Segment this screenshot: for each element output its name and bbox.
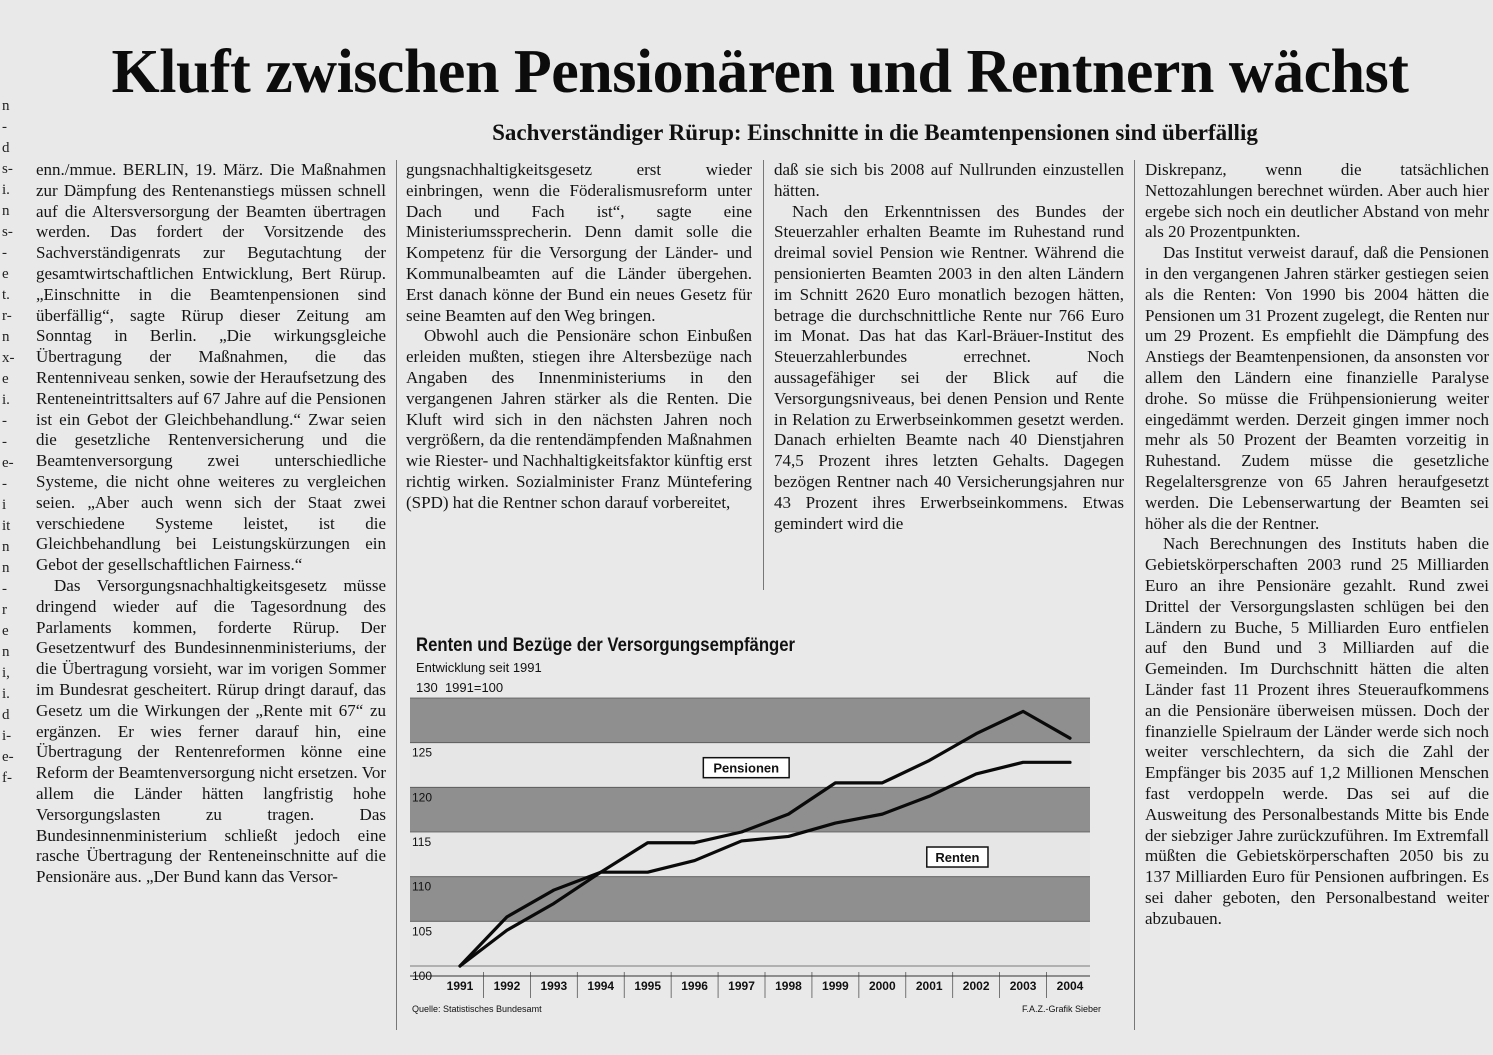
y-tick-label: 120 xyxy=(412,790,433,805)
margin-fragment: e- xyxy=(2,749,14,765)
x-tick-label: 1993 xyxy=(540,979,568,993)
margin-fragment: i. xyxy=(2,686,10,702)
margin-fragment: - xyxy=(2,434,7,450)
headline: Kluft zwischen Pensionären und Rentnern wächst xyxy=(111,38,1409,106)
margin-fragment: - xyxy=(2,581,7,597)
margin-fragment: - xyxy=(2,119,7,135)
paragraph: daß sie sich bis 2008 auf Nullrunden einzustellen hätten. xyxy=(774,160,1124,200)
y-tick-label: 105 xyxy=(412,924,433,939)
article-column-2 xyxy=(406,160,752,590)
article-column-4 xyxy=(1145,160,1489,1055)
x-tick-label: 1996 xyxy=(681,979,708,993)
paragraph: Das Versorgungsnachhaltigkeitsgesetz müsse dringend wieder auf die Tagesordnung des Parlaments kommen, forderte Rürup. Der Gesetzentwurf des Bundesinnenministeriums, der die Übertragung vorsieht, war im vorigen Sommer im Bundesrat gescheitert. Rürup dringt darauf, das Gesetz um die Wirkungen der „Rente mit 67“ zu ergänzen. Er wies ferner darauf hin, eine Übertragung der Rentenreformen könne eine Reform der Beamtenversorgung nicht ersetzen. Vor allem die Länder hätten langfristig hohe Versorgungslasten zu tragen. Das Bundesinnenministerium schließt jedoch eine rasche Übertragung der Renteneinschnitte auf die Pensionäre aus. „Der Bund kann das Versor- xyxy=(36,575,386,887)
margin-fragment: s- xyxy=(2,224,13,240)
chart-bands xyxy=(410,698,1090,976)
chart-subtitle: Entwicklung seit 1991 xyxy=(416,660,542,675)
paragraph: Diskrepanz, wenn die tatsächlichen Nettozahlungen berechnet würden. Aber auch hier ergebe sich noch ein deutlicher Abstand von mehr als 20 Prozentpunkten. xyxy=(1145,160,1489,242)
margin-fragment: - xyxy=(2,476,7,492)
pension-pension-chart xyxy=(400,690,1100,1002)
column-divider xyxy=(1134,160,1135,1030)
paragraph: Nach den Erkenntnissen des Bundes der Steuerzahler erhalten Beamte im Ruhestand rund dreimal soviel Pension wie Rentner. Während die pensionierten Beamten 2003 in den alten Ländern im Schnitt 2620 Euro monatlich bezogen hätten, betrage die durchschnittliche Rente nur 766 Euro im Monat. Das hat das Karl-Bräuer-Institut des Steuerzahlerbundes errechnet. Noch aussagefähiger sei der Blick auf die Versorgungsniveaus, bei denen Pension und Rente in Relation zu Erwerbseinkommen gesetzt werden. Danach erhielten Beamte nach 40 Dienstjahren 74,5 Prozent ihres letzten Gehalts. Dagegen bezögen Rentner nach 40 Versicherungsjahren nur 43 Prozent ihres Erwerbseinkommens. Etwas gemindert wird die xyxy=(774,201,1124,533)
x-tick-label: 2003 xyxy=(1009,979,1037,993)
index-base: 1991=100 xyxy=(444,680,504,695)
x-tick-label: 1992 xyxy=(493,979,521,993)
margin-fragment: n xyxy=(2,98,10,114)
chart-source: Quelle: Statistisches Bundesamt xyxy=(412,1004,542,1014)
margin-fragment: e xyxy=(2,623,9,639)
margin-fragment: d xyxy=(2,140,10,156)
x-tick-label: 1995 xyxy=(634,979,662,993)
margin-fragment: - xyxy=(2,245,7,261)
y-tick-label: 110 xyxy=(412,879,432,894)
paragraph: Nach Berechnungen des Instituts haben die Gebietskörperschaften 2003 rund 25 Milliarden Euro an ihre Pensionäre gezahlt. Rund zwei Drittel der Versorgungslasten schlügen bei den Ländern zu Buche, 5 Milliarden Euro entfielen auf den Bund und 3 Milliarden auf die Gemeinden. Im Durchschnitt hätten die alten Länder fast 11 Prozent ihres Steueraufkommens an die Pensionäre überweisen müssen. Doch der finanzielle Spielraum der Länder werde sich noch weiter verschlechtern, da sich die Zahl der Empfänger bis 2035 auf 1,2 Millionen Menschen fast verdoppeln werde. Das sei auf die Ausweitung des Personalbestands Mitte bis Ende der siebziger Jahre zurückzuführen. Im Extremfall müßten die Gebietskörperschaften 2050 bis zu 137 Milliarden Euro für Pensionen aufbringen. Es sei daher geboten, den Personalbestand weiter abzubauen. xyxy=(1145,534,1489,928)
column-divider xyxy=(763,160,764,590)
margin-fragment: d xyxy=(2,707,10,723)
margin-fragment: r- xyxy=(2,308,12,324)
article-column-1 xyxy=(36,160,386,1055)
chart-title: Renten und Bezüge der Versorgungsempfänger xyxy=(416,635,796,656)
margin-fragment: it xyxy=(2,518,11,534)
paragraph: Das Institut verweist darauf, daß die Pensionen in den vergangenen Jahren stärker gestiegen seien als die Renten: Von 1990 bis 2004 hätten die Pensionen um 31 Prozent zugelegt, die Renten nur um 29 Prozent. Es empfiehlt die Dämpfung des Anstiegs der Beamtenpensionen, da ansonsten vor allem den Ländern eine finanzielle Paralyse drohe. So müsse die Frühpensionierung weiter eingedämmt werden. Derzeit gingen immer noch mehr als 50 Prozent der Beamten vorzeitig in Ruhestand. Zudem müsse die gesetzliche Regelaltersgrenze von 65 Jahren heraufgesetzt werden. Die Lebenserwartung der Beamten sei höher als die der Rentner. xyxy=(1145,243,1489,533)
chart-credit: F.A.Z.-Grafik Sieber xyxy=(1022,1004,1102,1014)
x-tick-label: 1991 xyxy=(446,979,474,993)
margin-fragment: i. xyxy=(2,182,10,198)
paragraph: Obwohl auch die Pensionäre schon Einbußen erleiden mußten, stiegen ihre Altersbezüge nach Angaben des Innenministeriums in den vergangenen Jahren stärker als die Renten. Die Kluft wird sich in den nächsten Jahren noch vergrößern, da die rentendämpfenden Maßnahmen wie Riester- und Nachhaltigkeitsfaktor künftig erst richtig wirken. Sozialminister Franz Müntefering (SPD) hat die Rentner schon darauf vorbereitet, xyxy=(406,326,752,512)
margin-fragment: i- xyxy=(2,728,12,744)
margin-fragment: i. xyxy=(2,392,10,408)
margin-fragment: - xyxy=(2,413,7,429)
paragraph: enn./mmue. BERLIN, 19. März. Die Maßnahmen zur Dämpfung des Rentenanstiegs müssen schnell auf die Altersversorgung der Beamten übertragen werden. Das fordert der Vorsitzende des Sachverständigenrats zur Begutachtung der gesamtwirtschaftlichen Entwicklung, Bert Rürup. „Einschnitte in die Beamtenpensionen sind überfällig“, sagte Rürup dieser Zeitung am Sonntag in Berlin. „Die wirkungsgleiche Übertragung der Maßnahmen, die das Rentenniveau senken, sowie der Heraufsetzung des Renteneintrittsalters auf 67 Jahre auf die Pensionen ist ein Gebot der Gleichbehandlung.“ Zwar seien die gesetzliche Rentenversicherung und die Beamtenversorgung zwei unterschiedliche Systeme, die nicht ohne weiteres zu vergleichen seien. „Aber auch wenn sich der Staat zwei verschiedene Systeme leistet, ist die Gleichbehandlung bei Leistungskürzungen ein Gebot der gesellschaftlichen Fairness.“ xyxy=(36,160,386,575)
margin-fragment: n xyxy=(2,203,10,219)
chart-band xyxy=(410,787,1090,832)
y-tick-label: 100 xyxy=(412,969,433,983)
x-tick-label: 1998 xyxy=(775,979,802,993)
margin-fragment: n xyxy=(2,644,10,660)
subheadline: Sachverständiger Rürup: Einschnitte in die Beamtenpensionen sind überfällig xyxy=(492,120,1258,145)
left-margin-fragments xyxy=(2,96,16,789)
x-tick-label: 1999 xyxy=(822,979,849,993)
margin-fragment: n xyxy=(2,539,10,555)
margin-fragment: f- xyxy=(2,770,12,786)
x-tick-label: 1997 xyxy=(728,979,755,993)
margin-fragment: n xyxy=(2,560,10,576)
paragraph: gungsnachhaltigkeitsgesetz erst wieder einbringen, wenn die Föderalismusreform unter Dach und Fach ist“, sagte eine Ministeriumssprecherin. Denn damit solle die Kompetenz für die Versorgung der Länder- und Kommunalbeamten auf die Länder übergehen. Erst danach könne der Bund ein neues Gesetz für seine Beamten auf den Weg bringen. xyxy=(406,160,752,325)
margin-fragment: e- xyxy=(2,455,14,471)
x-tick-label: 1994 xyxy=(587,979,615,993)
margin-fragment: t. xyxy=(2,287,10,303)
x-tick-label: 2000 xyxy=(868,979,896,993)
margin-fragment: e xyxy=(2,371,9,387)
article-column-3 xyxy=(774,160,1124,590)
series-label-pensionen: Pensionen xyxy=(713,760,780,776)
chart-band xyxy=(410,698,1090,743)
margin-fragment: n xyxy=(2,329,10,345)
margin-fragment: e xyxy=(2,266,9,282)
margin-fragment: i xyxy=(2,497,7,513)
column-divider xyxy=(396,160,397,1030)
x-tick-label: 2004 xyxy=(1056,979,1084,993)
y-tick-label: 125 xyxy=(412,745,433,760)
margin-fragment: i, xyxy=(2,665,10,681)
y-tick-label: 115 xyxy=(412,835,432,849)
margin-fragment: r xyxy=(2,602,7,618)
series-label-renten: Renten xyxy=(935,850,980,866)
margin-fragment: x- xyxy=(2,350,15,366)
x-tick-label: 2002 xyxy=(962,979,990,993)
y-tick-top: 130 xyxy=(416,680,438,695)
margin-fragment: s- xyxy=(2,161,13,177)
x-tick-label: 2001 xyxy=(915,979,943,993)
chart-band xyxy=(410,966,1090,976)
